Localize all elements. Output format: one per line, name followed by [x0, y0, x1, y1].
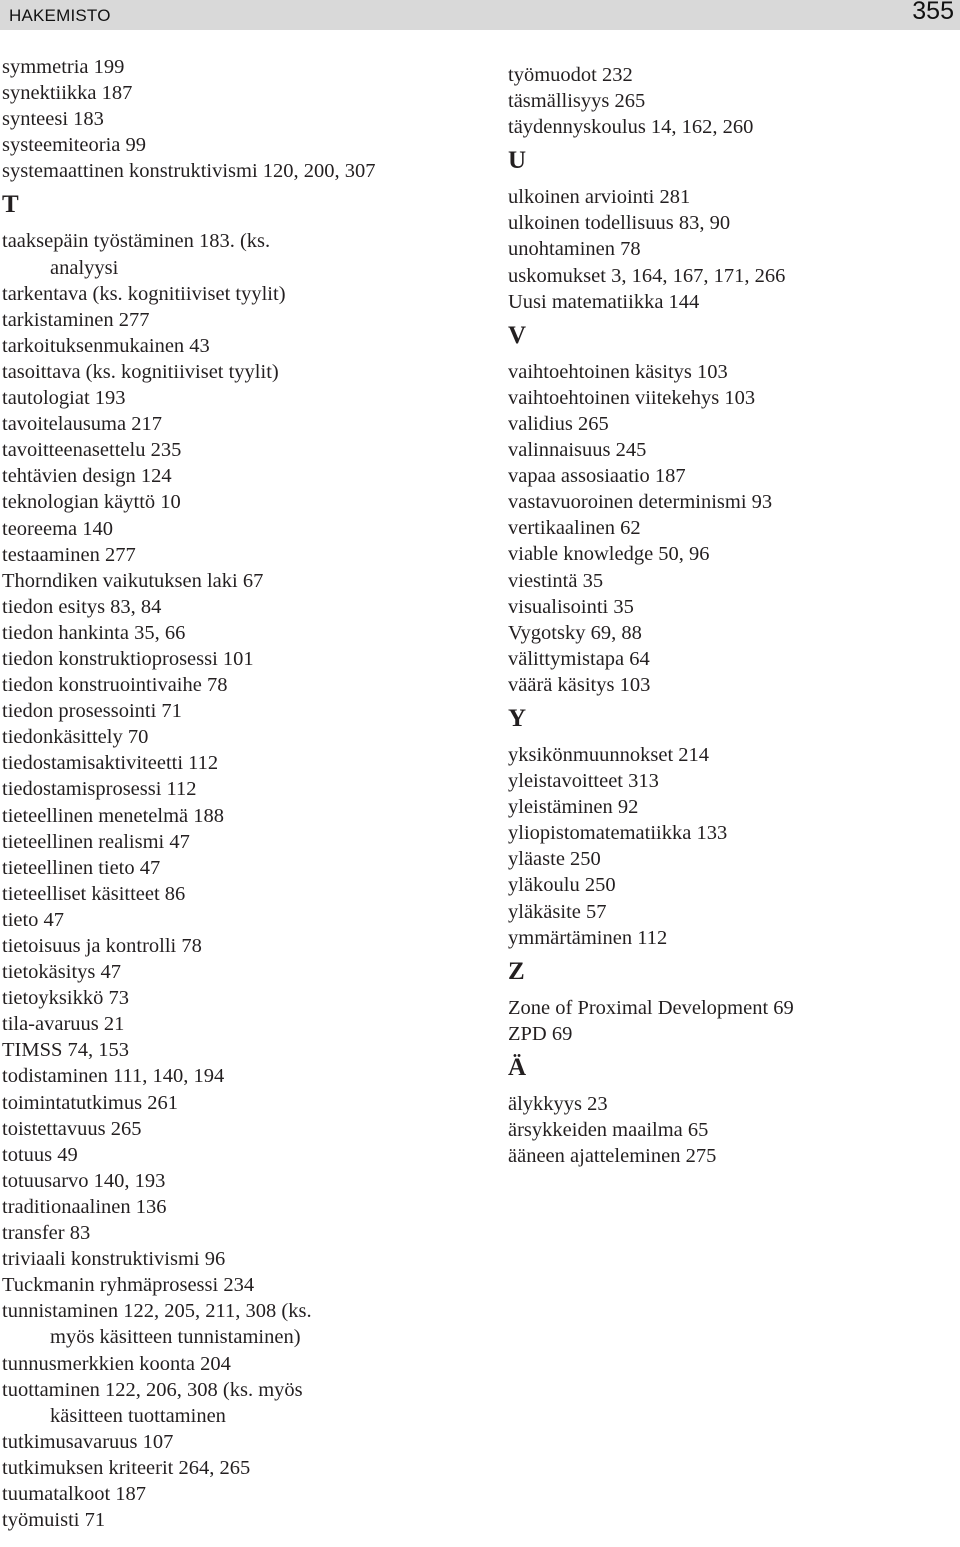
- index-entry: totuus 49: [2, 1143, 78, 1166]
- index-entry: teoreema 140: [2, 517, 113, 540]
- index-entry: tavoitteenasettelu 235: [2, 439, 182, 462]
- index-entry: älykkyys 23: [508, 1092, 608, 1115]
- index-entry: uskomukset 3, 164, 167, 171, 266: [508, 264, 786, 287]
- index-entry: Uusi matematiikka 144: [508, 290, 700, 313]
- index-letter-heading: U: [508, 147, 527, 175]
- index-column-right: [508, 62, 953, 1169]
- index-letter-heading: Y: [508, 704, 527, 732]
- index-entry: tiedon konstruktioprosessi 101: [2, 647, 254, 670]
- index-entry: unohtaminen 78: [508, 238, 641, 261]
- index-entry: tiedon konstruointivaihe 78: [2, 674, 228, 697]
- index-entry: ääneen ajatteleminen 275: [508, 1145, 717, 1168]
- index-entry: totuusarvo 140, 193: [2, 1169, 166, 1192]
- index-entry: systemaattinen konstruktivismi 120, 200, 307: [2, 160, 376, 183]
- index-entry: Tuckmanin ryhmäprosessi 234: [2, 1274, 255, 1297]
- index-entry: vaihtoehtoinen käsitys 103: [508, 360, 728, 383]
- index-entry: toistettavuus 265: [2, 1117, 142, 1140]
- index-entry: traditionaalinen 136: [2, 1195, 167, 1218]
- index-entry: tieteellinen menetelmä 188: [2, 804, 224, 827]
- index-entry: symmetria 199: [2, 56, 125, 78]
- index-entry: tuumatalkoot 187: [2, 1482, 147, 1505]
- index-entry: ulkoinen todellisuus 83, 90: [508, 212, 731, 235]
- running-header: [0, 0, 960, 30]
- index-entry: tarkistaminen 277: [2, 308, 150, 331]
- index-entry: tuottaminen 122, 206, 308 (ks. myös: [2, 1378, 303, 1401]
- index-entry: tietoisuus ja kontrolli 78: [2, 935, 202, 957]
- index-entry: synektiikka 187: [2, 82, 133, 105]
- index-entry: Thorndiken vaikutuksen laki 67: [2, 569, 264, 592]
- index-entry: TIMSS 74, 153: [2, 1039, 130, 1062]
- index-entry: visualisointi 35: [508, 595, 634, 618]
- index-entry: välittymistapa 64: [508, 647, 650, 670]
- index-entry: tarkoituksenmukainen 43: [2, 334, 210, 357]
- index-entry: väärä käsitys 103: [508, 673, 651, 696]
- index-entry: systeemiteoria 99: [2, 134, 147, 157]
- index-entry: yläkoulu 250: [508, 874, 616, 897]
- index-entry: tieteellinen realismi 47: [2, 830, 190, 853]
- index-entry: yläkäsite 57: [508, 900, 607, 923]
- index-entry: käsitteen tuottaminen: [50, 1404, 226, 1427]
- index-entry: tietoyksikkö 73: [2, 987, 129, 1010]
- index-entry: viable knowledge 50, 96: [508, 543, 710, 566]
- index-entry: todistaminen 111, 140, 194: [2, 1065, 225, 1088]
- index-entry: testaaminen 277: [2, 543, 136, 566]
- index-entry: tarkentava (ks. kognitiiviset tyylit): [2, 282, 286, 305]
- index-entry: teknologian käyttö 10: [2, 491, 181, 514]
- index-entry: tehtävien design 124: [2, 465, 172, 488]
- index-entry: tiedostamisaktiviteetti 112: [2, 752, 219, 775]
- index-entry: vapaa assosiaatio 187: [508, 465, 686, 488]
- index-entry: analyysi: [50, 256, 119, 279]
- index-letter-heading: Ä: [508, 1053, 527, 1081]
- index-entry: ZPD 69: [508, 1022, 573, 1045]
- index-column-left: [2, 54, 472, 1533]
- index-entry: yliopistomatematiikka 133: [508, 822, 728, 845]
- section-title: HAKEMISTO: [9, 6, 111, 25]
- index-entry: taaksepäin työstäminen 183. (ks.: [2, 230, 271, 253]
- index-entry: tiedon prosessointi 71: [2, 700, 182, 723]
- index-entry: tunnistaminen 122, 205, 211, 308 (ks.: [2, 1300, 312, 1323]
- index-entry: toimintatutkimus 261: [2, 1091, 178, 1114]
- index-entry: ymmärtäminen 112: [508, 926, 668, 949]
- index-entry: ärsykkeiden maailma 65: [508, 1119, 709, 1141]
- index-entry: Vygotsky 69, 88: [508, 621, 642, 644]
- index-entry: työmuodot 232: [508, 64, 633, 86]
- index-entry: tautologiat 193: [2, 387, 126, 410]
- index-entry: viestintä 35: [508, 569, 604, 592]
- index-entry: tavoitelausuma 217: [2, 413, 162, 436]
- index-entry: tieteelliset käsitteet 86: [2, 882, 186, 905]
- index-letter-heading: V: [508, 321, 527, 349]
- index-entry: synteesi 183: [2, 108, 104, 131]
- index-entry: tiedostamisprosessi 112: [2, 778, 197, 801]
- index-entry: tieteellinen tieto 47: [2, 856, 161, 879]
- index-entry: transfer 83: [2, 1222, 91, 1245]
- index-entry: vaihtoehtoinen viitekehys 103: [508, 386, 756, 409]
- index-entry: tasoittava (ks. kognitiiviset tyylit): [2, 360, 279, 383]
- index-entry: tiedonkäsittely 70: [2, 726, 149, 749]
- index-letter-heading: Z: [508, 957, 525, 985]
- index-entry: tila-avaruus 21: [2, 1013, 125, 1036]
- index-entry: yleistavoitteet 313: [508, 770, 659, 793]
- index-entry: tunnusmerkkien koonta 204: [2, 1352, 231, 1375]
- index-entry: vertikaalinen 62: [508, 517, 641, 540]
- index-entry: täydennyskoulus 14, 162, 260: [508, 116, 754, 139]
- index-entry: ulkoinen arviointi 281: [508, 186, 691, 209]
- index-entry: tiedon esitys 83, 84: [2, 595, 162, 618]
- index-entry: yleistäminen 92: [508, 796, 639, 819]
- index-entry: triviaali konstruktivismi 96: [2, 1248, 226, 1271]
- index-entry: täsmällisyys 265: [508, 90, 646, 113]
- index-entry: tutkimusavaruus 107: [2, 1430, 174, 1453]
- index-entry: vastavuoroinen determinismi 93: [508, 491, 773, 514]
- index-entry: valinnaisuus 245: [508, 439, 647, 462]
- index-entry: yksikönmuunnokset 214: [508, 743, 710, 766]
- index-entry: myös käsitteen tunnistaminen): [50, 1326, 301, 1349]
- index-letter-heading: T: [2, 191, 19, 219]
- index-entry: työmuisti 71: [2, 1509, 106, 1532]
- index-entry: tietokäsitys 47: [2, 961, 122, 984]
- index-entry: tutkimuksen kriteerit 264, 265: [2, 1456, 251, 1479]
- page-number: 355: [912, 0, 954, 25]
- index-entry: Zone of Proximal Development 69: [508, 996, 794, 1019]
- index-entry: tieto 47: [2, 908, 65, 931]
- index-entry: validius 265: [508, 412, 609, 435]
- index-entry: tiedon hankinta 35, 66: [2, 621, 186, 644]
- index-entry: yläaste 250: [508, 848, 601, 871]
